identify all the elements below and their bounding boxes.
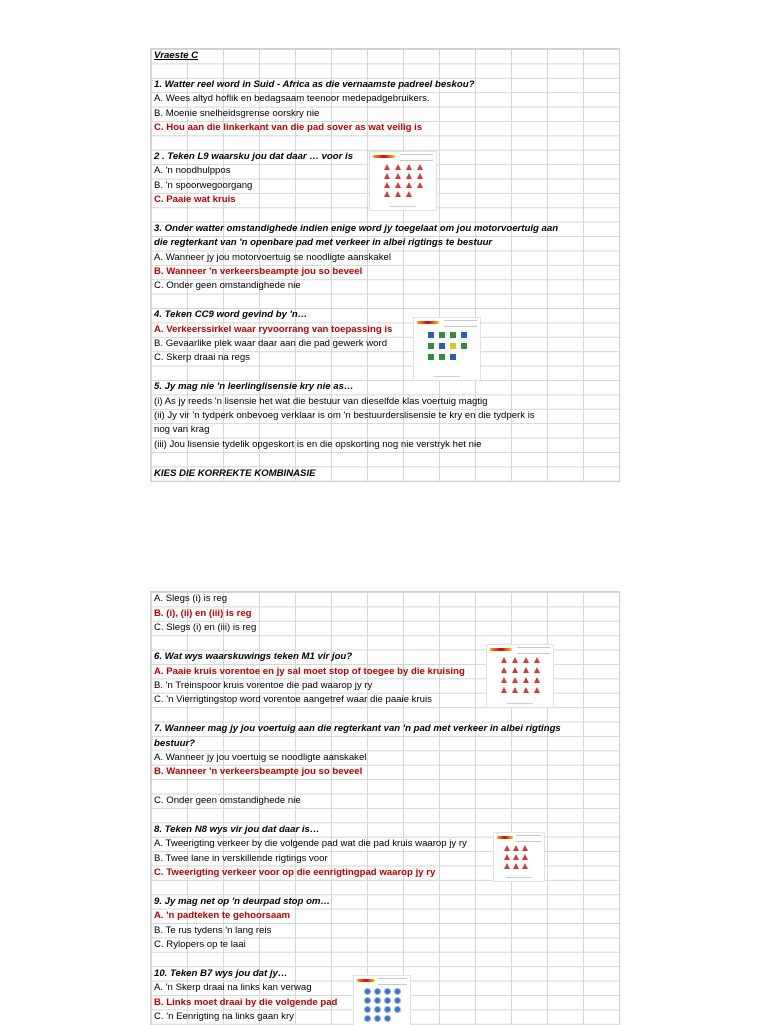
road-sign-image-M1 [486,644,554,708]
statement-5iii: (iii) Jou lisensie tydelik opgeskort is en die opskorting nog nie verstryk het nie [154,439,482,450]
statement-5ii-line2: nog van krag [154,424,210,435]
option-5c: C. Slegs (i) en (iii) is reg [154,622,257,633]
option-9c: C. Rylopers op te laai [154,939,246,950]
option-10b-correct: B. Links moet draai by die volgende pad [154,997,338,1008]
option-9b: B. Te rus tydens 'n lang reis [154,925,272,936]
choose-combination: KIES DIE KORREKTE KOMBINASIE [154,468,316,479]
question-3-line1: 3. Onder watter omstandighede indien enige word jy toegelaat om jou motorvoertuig aan [154,223,559,234]
road-sign-image-B7 [353,975,411,1025]
question-5: 5. Jy mag nie 'n leerlinglisensie kry nie as… [154,381,354,392]
question-6: 6. Wat wys waarskuwings teken M1 vir jou? [154,651,353,662]
option-8b: B. Twee lane in verskillende rigtings voor [154,853,328,864]
option-3a: A. Wanneer jy jou motorvoertuig se noodligte aanskakel [154,252,391,263]
road-sign-image-CC9 [413,317,481,381]
option-9a-correct: A. 'n padteken te gehoorsaam [154,910,291,921]
question-7-line2: bestuur? [154,738,196,749]
option-10a: A. 'n Skerp draai na links kan verwag [154,982,312,993]
option-10c: C. 'n Eenrigting na links gaan kry [154,1011,294,1022]
option-8a: A. Tweerigting verkeer by die volgende pad wat die pad kruis waarop jy ry [154,838,467,849]
option-8c-correct: C. Tweerigting verkeer voor op die eenrigtingpad waarop jy ry [154,867,436,878]
question-9: 9. Jy mag net op 'n deurpad stop om… [154,896,331,907]
option-5b-correct: B. (i), (ii) en (iii) is reg [154,608,252,619]
option-3b-correct: B. Wanneer 'n verkeersbeampte jou so beveel [154,266,363,277]
quiz-sheet-1 [150,48,620,482]
option-1a: A. Wees altyd hoflik en bedagsaam teenoor medepadgebruikers. [154,93,430,104]
option-2b: B. 'n spoorwegoorgang [154,180,253,191]
road-sign-image-L9 [369,151,437,211]
option-2c-correct: C. Paaie wat kruis [154,194,236,205]
road-sign-image-N8 [493,832,545,882]
statement-5ii-line1: (ii) Jy vir 'n tydperk onbevoeg verklaar is om 'n bestuurderslisensie te kry en die tydperk is [154,410,535,421]
option-4a-correct: A. Verkeerssirkel waar ryvoorrang van toepassing is [154,324,393,335]
option-1c-correct: C. Hou aan die linkerkant van die pad sover as wat veilig is [154,122,423,133]
option-6c: C. 'n Vierrigtingstop word vorentoe aangetref waar die paaie kruis [154,694,432,705]
option-4b: B. Gevaarlike plek waar daar aan die pad gewerk word [154,338,388,349]
option-7b-correct: B. Wanneer 'n verkeersbeampte jou so beveel [154,766,363,777]
option-7a: A. Wanneer jy jou voertuig se noodligte aanskakel [154,752,367,763]
option-7c: C. Onder geen omstandighede nie [154,795,301,806]
option-6a-correct: A. Paaie kruis vorentoe en jy sal moet stop of toegee by die kruising [154,666,465,677]
option-5a: A. Slegs (i) is reg [154,593,228,604]
sheet-title: Vraeste C [154,50,199,61]
question-3-line2: die regterkant van 'n openbare pad met verkeer in albei rigtings te bestuur [154,237,493,248]
statement-5i: (i) As jy reeds 'n lisensie het wat die bestuur van dieselfde klas voertuig magtig [154,396,488,407]
option-1b: B. Moenie snelheidsgrense oorskry nie [154,108,320,119]
question-4: 4. Teken CC9 word gevind by 'n… [154,309,308,320]
question-8: 8. Teken N8 wys vir jou dat daar is… [154,824,320,835]
quiz-sheet-2 [150,591,620,1025]
option-6b: B. 'n Treinspoor kruis vorentoe die pad waarop jy ry [154,680,373,691]
question-2: 2 . Teken L9 waarsku jou dat daar … voor is [154,151,354,162]
question-7-line1: 7. Wanneer mag jy jou voertuig aan die regterkant van 'n pad met verkeer in albei rigtings [154,723,561,734]
question-1: 1. Watter reel word in Suid - Africa as die vernaamste padreel beskou? [154,79,475,90]
option-2a: A. 'n noodhulppos [154,165,231,176]
question-10: 10. Teken B7 wys jou dat jy… [154,968,288,979]
option-4c: C. Skerp draai na regs [154,352,250,363]
option-3c: C. Onder geen omstandighede nie [154,280,301,291]
